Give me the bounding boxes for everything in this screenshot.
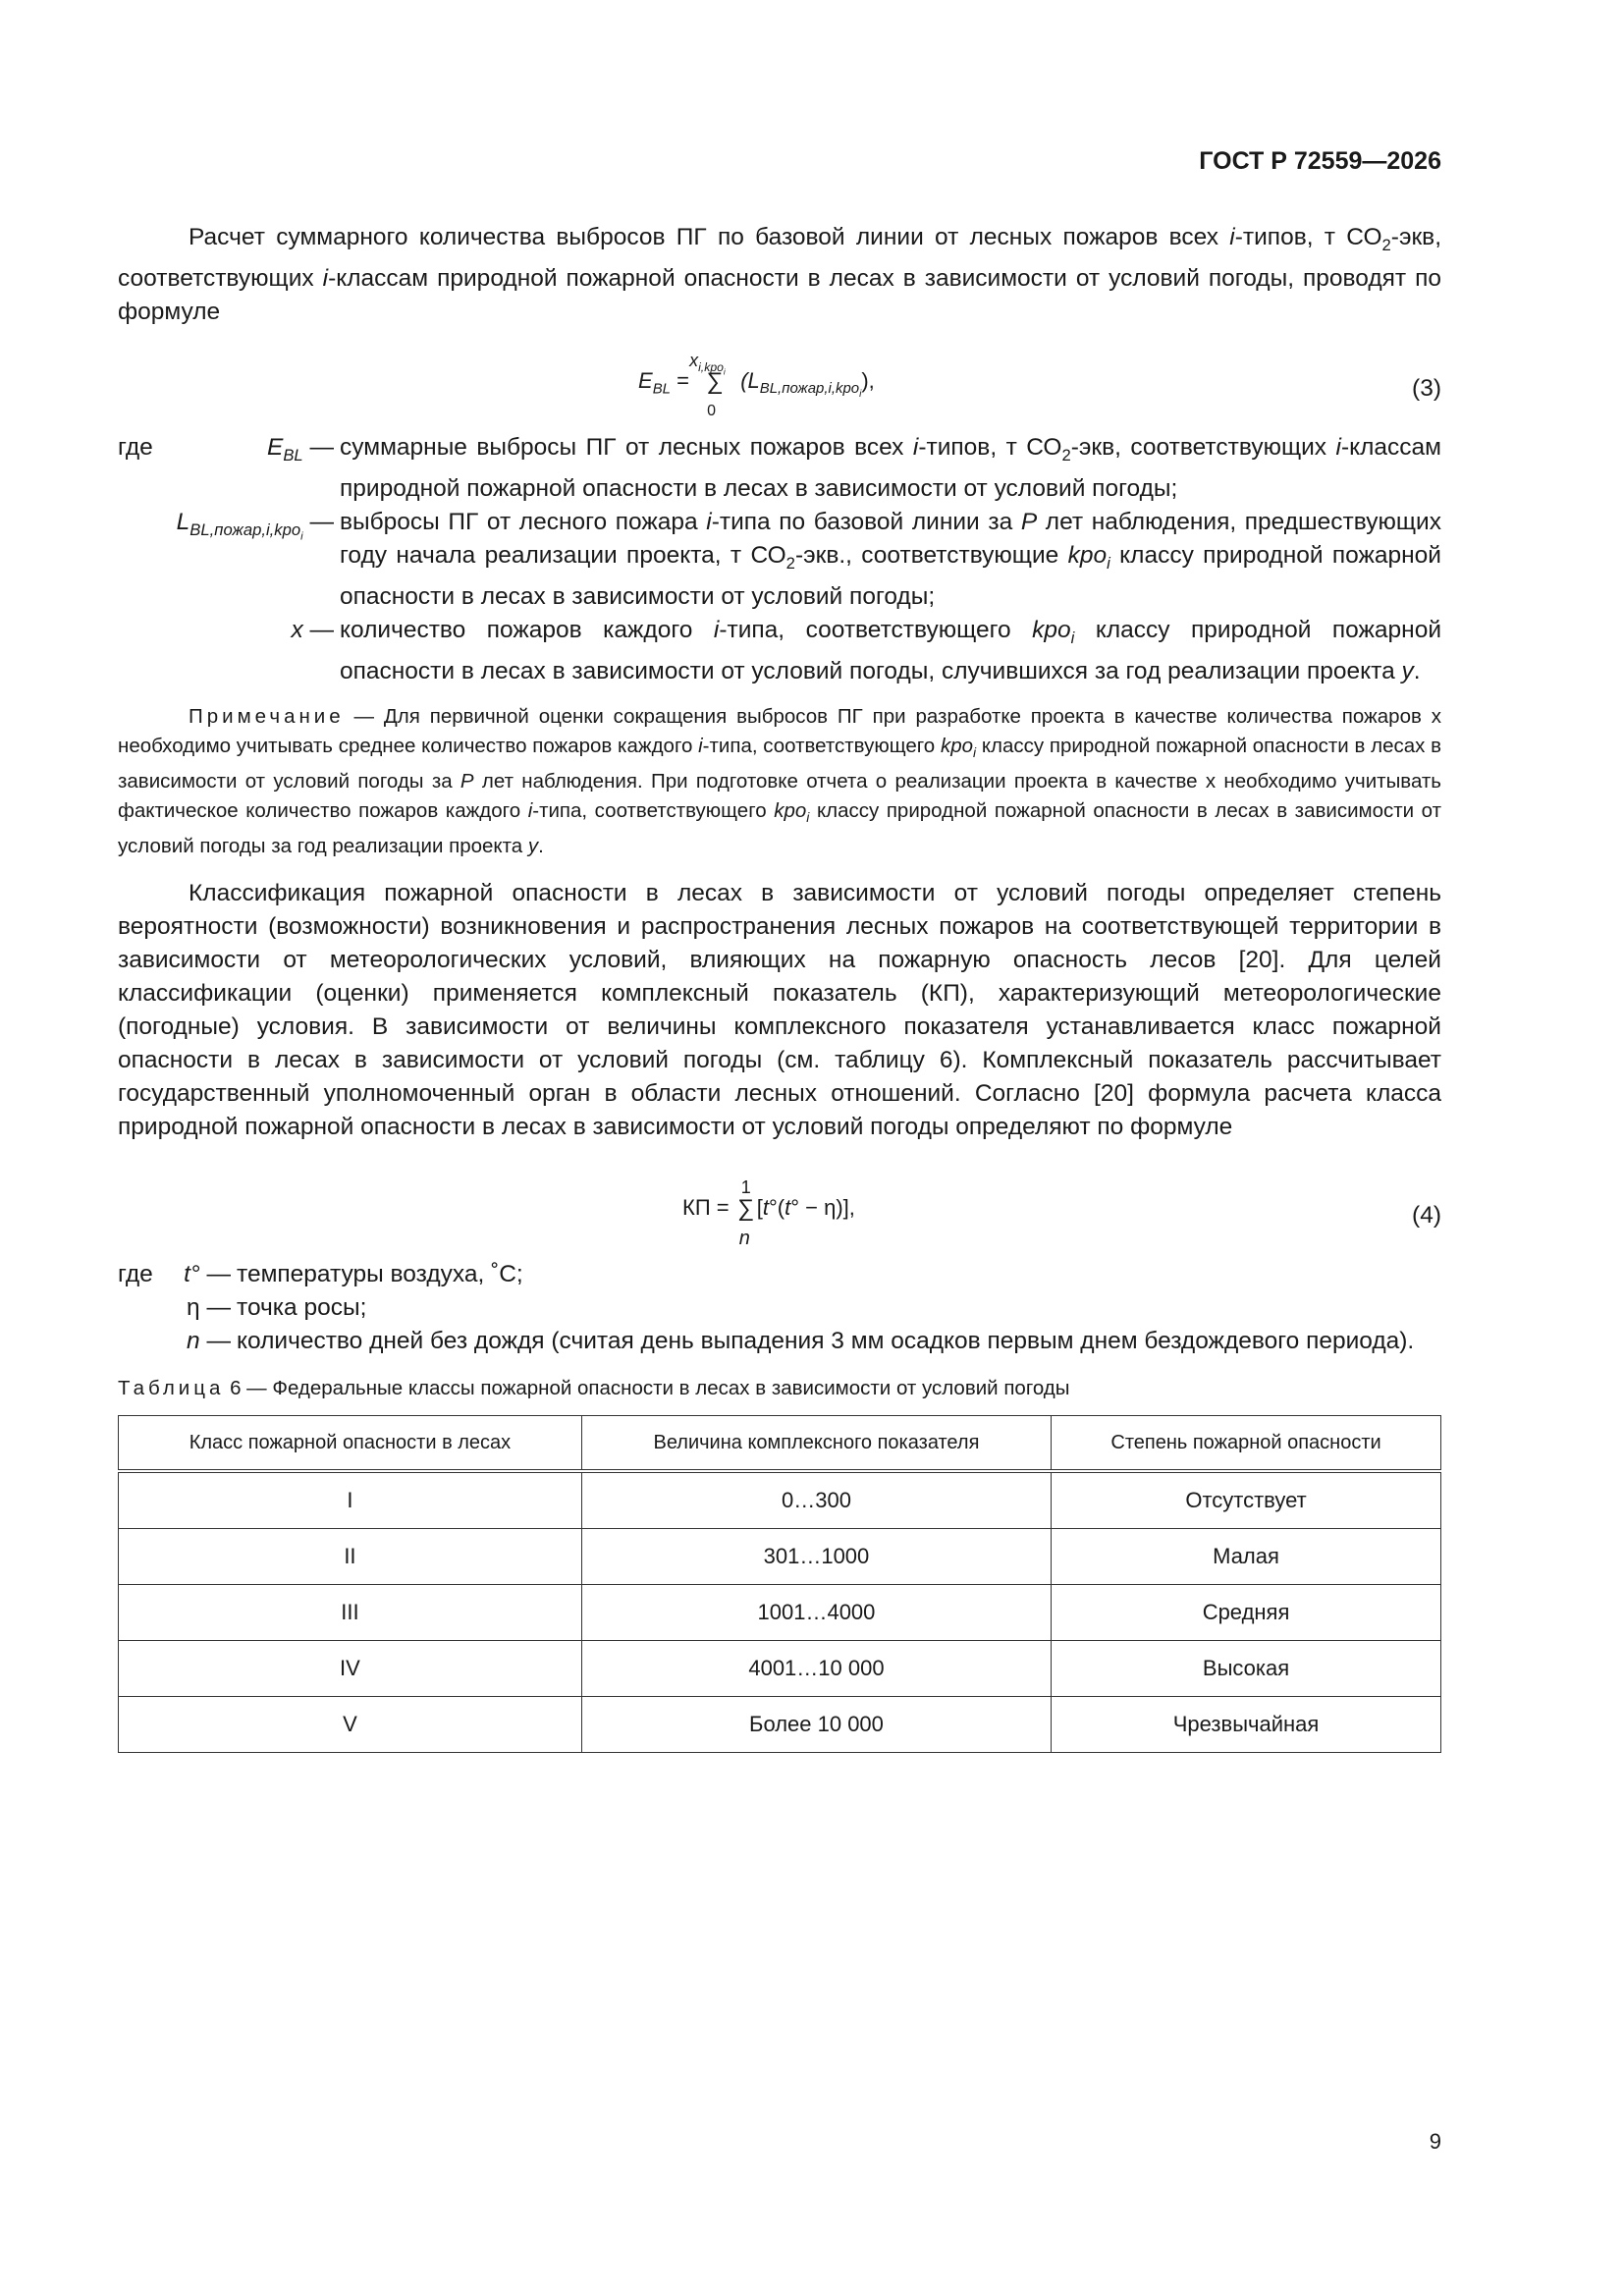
table-cell: 1001…4000 bbox=[581, 1584, 1051, 1640]
sum-symbol: $x_{i,kpo_i}$ ∑ 0 bbox=[689, 351, 726, 420]
table-cell: I bbox=[119, 1471, 582, 1529]
page-number: 9 bbox=[1429, 2129, 1441, 2154]
sum-symbol: 1 ∑ n bbox=[737, 1176, 755, 1249]
formula-number: (4) bbox=[1412, 1201, 1441, 1229]
table-cell: II bbox=[119, 1528, 582, 1584]
table-row bbox=[119, 1471, 1441, 1529]
table-cell: 4001…10 000 bbox=[581, 1640, 1051, 1696]
column-header: Класс пожарной опасности в лесах bbox=[119, 1415, 582, 1471]
fire-classes-table bbox=[118, 1415, 1441, 1753]
legend-item: x — количество пожаров каждого i-типа, соответствующего kpo$_i$ классу природной пожарной опасности в лесах в зависимости от условий погоды, случившихся за год реализации проекта y. bbox=[291, 616, 1442, 684]
formula-4-legend bbox=[118, 1258, 1441, 1358]
table-caption: Таблица 6 — Федеральные классы пожарной опасности в лесах в зависимости от условий погоды bbox=[118, 1376, 1070, 1399]
formula-number: (3) bbox=[1412, 374, 1441, 402]
table-cell: Малая bbox=[1052, 1528, 1441, 1584]
note: Примечание — Для первичной оценки сокращения выбросов ПГ при разработке проекта в качестве количества пожаров x необходимо учитывать среднее количество пожаров каждого i-типа, соответствующего kpo$_i$ классу природной пожарной опасности в лесах в зависимости от условий погоды за P лет наблюдения. При подготовке отчета о реализации проекта в качестве x необходимо учитывать фактическое количество пожаров каждого i-типа, соответствующего kpo$_i$ классу природной пожарной опасности в лесах в зависимости от условий погоды за год реализации проекта y. bbox=[118, 704, 1442, 857]
table-cell: 0…300 bbox=[581, 1471, 1051, 1529]
legend-item: где t° — температуры воздуха, ˚С; bbox=[118, 1260, 523, 1287]
formula-3: $E_{BL}$ = $x_{i,kpo_i}$ ∑ 0 $(L_{BL,пожар,i,kpo_i})$, (3) bbox=[638, 351, 1441, 420]
table-header-row bbox=[119, 1415, 1441, 1471]
paragraph-intro: Расчет суммарного количества выбросов ПГ по базовой линии от лесных пожаров всех i-типов, т $СО_2$-экв, соответствующих i-классам природной пожарной опасности в лесах в зависимости от условий погоды, проводят по формуле bbox=[118, 224, 1442, 325]
legend-item: $L_{BL,пожар,i,kpo_i}$ — выбросы ПГ от лесного пожара i-типа по базовой линии за P лет наблюдения, предшествующих году начала реализации проекта, т $СО_2$-экв., соответствующие kpo$_i$ классу природной пожарной опасности в лесах в зависимости от условий погоды; bbox=[176, 508, 1441, 610]
table-cell: III bbox=[119, 1584, 582, 1640]
formula-4: КП = 1 ∑ n [t°(t° − η)], (4) bbox=[682, 1176, 1441, 1249]
document-code: ГОСТ Р 72559—2026 bbox=[1199, 147, 1441, 175]
legend-item: n — количество дней без дождя (считая день выпадения 3 мм осадков первым днем бездождевого периода). bbox=[187, 1327, 1415, 1354]
table-cell: Более 10 000 bbox=[581, 1696, 1051, 1752]
legend-item: где $E_{BL}$ — суммарные выбросы ПГ от лесных пожаров всех i-типов, т $СО_2$-экв, соответствующих i-классам природной пожарной опасности в лесах в зависимости от условий погоды; bbox=[118, 433, 1441, 502]
page-content bbox=[118, 221, 1441, 1753]
table-row bbox=[119, 1528, 1441, 1584]
table-cell: Средняя bbox=[1052, 1584, 1441, 1640]
formula-3-legend bbox=[118, 431, 1441, 688]
paragraph-classification: Классификация пожарной опасности в лесах в зависимости от условий погоды определяет степень вероятности (возможности) возникновения и распространения лесных пожаров на соответствующей территории в зависимости от метеорологических условий, влияющих на пожарную опасность лесов [20]. Для целей классификации (оценки) применяется комплексный показатель (КП), характеризующий метеорологические (погодные) условия. В зависимости от величины комплексного показателя устанавливается класс пожарной опасности в лесах в зависимости от условий погоды (см. таблицу 6). Комплексный показатель рассчитывает государственный уполномоченный орган в области лесных отношений. Согласно [20] формула расчета класса природной пожарной опасности в лесах в зависимости от условий погоды определяют по формуле bbox=[118, 879, 1441, 1140]
table-cell: Отсутствует bbox=[1052, 1471, 1441, 1529]
legend-item: η — точка росы; bbox=[187, 1293, 367, 1321]
table-row bbox=[119, 1584, 1441, 1640]
table-cell: Высокая bbox=[1052, 1640, 1441, 1696]
column-header: Величина комплексного показателя bbox=[581, 1415, 1051, 1471]
table-row bbox=[119, 1640, 1441, 1696]
column-header: Степень пожарной опасности bbox=[1052, 1415, 1441, 1471]
table-row bbox=[119, 1696, 1441, 1752]
table-cell: 301…1000 bbox=[581, 1528, 1051, 1584]
table-cell: IV bbox=[119, 1640, 582, 1696]
table-cell: Чрезвычайная bbox=[1052, 1696, 1441, 1752]
table-cell: V bbox=[119, 1696, 582, 1752]
